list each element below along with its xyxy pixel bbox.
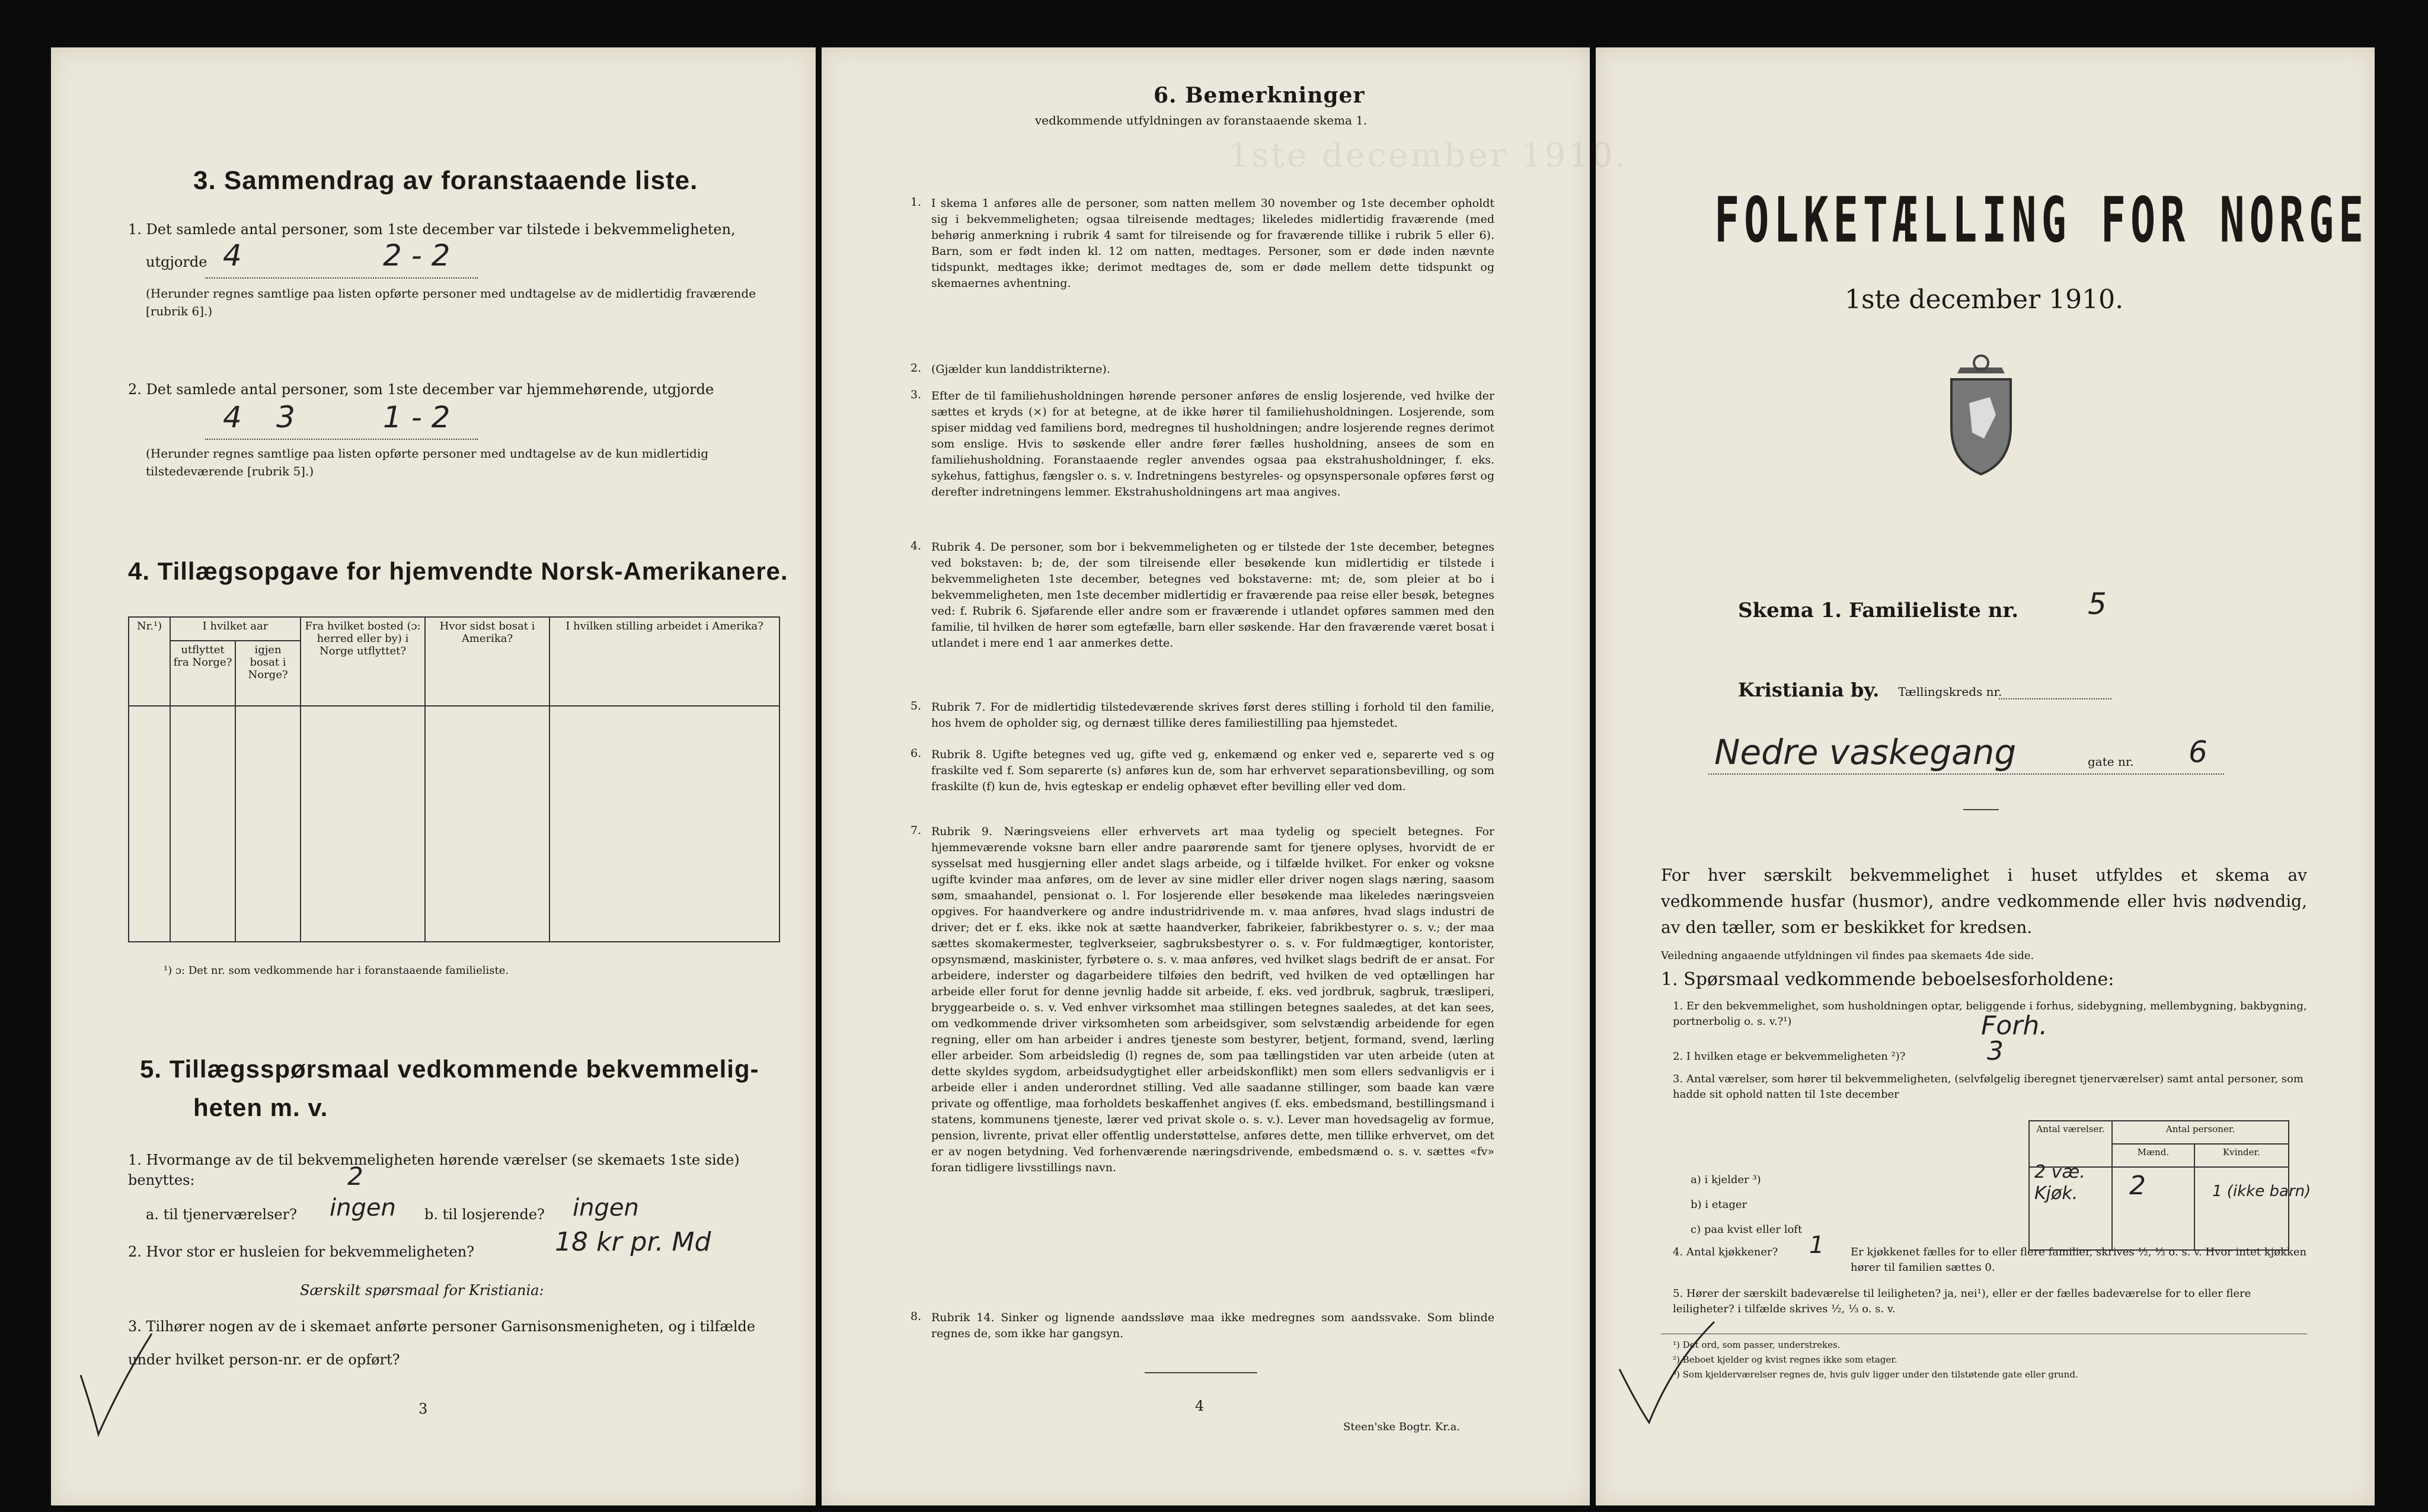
q2-text: 2. Det samlede antal personer, som 1ste december var hjemmehørende, utgjorde (128, 381, 714, 398)
row-b-vaerelser[interactable]: 2 væ. Kjøk. (2034, 1162, 2085, 1204)
r5-text: 5. Hører der særskilt badeværelse til leiligheten? ja, nei¹), eller er der fælles badeværelse for to eller flere leiligheter? i tilfælde skrives ½, ⅓ o. s. v. (1673, 1287, 2251, 1315)
s5-q1-value[interactable]: 2 (347, 1162, 363, 1191)
remark-item-3: Efter de til familiehusholdningen hørende personer anføres de enslig losjerende, ved hvilke der sættes et kryds (×) for at betegne, at de ikke hører til familiehusholdningen. Losjerende, som spiser middag ved familiens bord, medregnes til husholdningen; andre losjerende regnes derimot som enslige. Hvis to søskende eller andre fører fælles husholdning, ansees de som en familiehusholdning. Foranstaaende regler anvendes ogsaa paa ekstrahusholdninger, f. eks. sykehus, fattighus, fængsler o. s. v. Indretningens bestyreles- og opsynspersonale opføres først og derefter indretningens lemmer. Ekstrahusholdningens art maa angives. (931, 389, 1494, 498)
page-left (51, 47, 816, 1505)
krets-dotline[interactable] (1999, 698, 2111, 699)
s5-q1: 1. Hvormange av de til bekvemmeligheten hørende værelser (se skemaets 1ste side) benyttes: (128, 1152, 740, 1188)
remarks-subtitle: vedkommende utfyldningen av foranstaaende skema 1. (1035, 113, 1368, 127)
row-b-maend[interactable]: 2 (2129, 1171, 2146, 1201)
item-num: 2. (910, 362, 922, 375)
section-1-title: 1. Spørsmaal vedkommende beboelsesforholdene: (1661, 969, 2114, 990)
remark-item-2: (Gjælder kun landdistrikterne). (931, 363, 1110, 376)
s5-q1b: b. til losjerende? (424, 1206, 545, 1223)
q1-value-a[interactable]: 4 (223, 238, 242, 273)
s5-q1a-value[interactable]: ingen (330, 1194, 396, 1222)
table-footnote: ¹) ɔ: Det nr. som vedkommende har i foranstaaende familieliste. (164, 964, 509, 977)
col-igjen: igjen bosat i Norge? (235, 641, 301, 706)
col-personer: Antal personer. (2112, 1121, 2289, 1144)
s5-special: Særskilt spørsmaal for Kristiania: (300, 1282, 544, 1299)
printer-mark: Steen'ske Bogtr. Kr.a. (1343, 1421, 1461, 1433)
q2-value-a[interactable]: 4 (223, 400, 242, 434)
page-middle (822, 47, 1590, 1505)
section-5-title-2: heten m. v. (193, 1094, 328, 1121)
section-3-title: 3. Sammendrag av foranstaaende liste. (193, 166, 698, 195)
section-4-title: 4. Tillægsopgave for hjemvendte Norsk-Amerikanere. (128, 557, 788, 585)
col-kvinder: Kvinder. (2194, 1144, 2289, 1167)
q2-value-b[interactable]: 3 (276, 400, 295, 434)
intro-small: Veiledning angaaende utfyldningen vil findes paa skemaets 4de side. (1661, 950, 2034, 962)
kristiania-label: Kristiania by. (1738, 679, 1880, 701)
item-num: 8. (910, 1310, 922, 1323)
norwegian-coat-of-arms-icon (1940, 350, 2023, 480)
table-cell[interactable] (550, 706, 779, 942)
remark-item-8: Rubrik 14. Sinker og lignende aandssløve maa ikke medregnes som aandssvake. Som blinde regnes de, som ikke har gangsyn. (931, 1311, 1494, 1340)
col-stilling: I hvilken stilling arbeidet i Amerika? (550, 617, 779, 706)
r2-text: 2. I hvilken etage er bekvemmeligheten ²)? (1673, 1050, 1906, 1063)
row-b-kvinder[interactable]: 1 (ikke barn) (2212, 1182, 2311, 1200)
col-nr: Nr.¹) (129, 617, 170, 706)
remark-item-5: Rubrik 7. For de midlertidig tilstedeværende skrives først deres stilling i forhold til den familie, hos hvem de opholder sig, og dernæst tillike deres familiestilling paa hjemstedet. (931, 701, 1494, 730)
main-title: FOLKETÆLLING FOR NORGE (1714, 184, 2369, 257)
divider (1145, 1372, 1257, 1373)
col-group: I hvilket aar (170, 617, 301, 641)
remark-item-7: Rubrik 9. Næringsveiens eller erhvervets art maa tydelig og specielt betegnes. For hjemmeværende voksne barn eller andre paarørende samt for tjenere oplyses, hvorvidt de er sysselsat med husgjerning eller andet slags arbeide, og i tilfælde hvilket. For enker og voksne ugifte kvinder maa anføres, om de lever av sine midler eller driver nogen slags næring, saasom søm, smaahandel, pensionat o. l. For losjerende eller besøkende maa likeledes næringsveien opgives. For haandverkere og andre industridrivende m. v. maa anføres, hvad slags industri de driver; det er f. eks. ikke nok at sætte haandverker, fabrikeier, fabrikbestyrer o. s. v.; der maa sættes skomakermester, teglverkseier, sagbruksbestyrer o. s. v. For fuldmægtiger, kontorister, opsynsmænd, maskinister, fyrbøtere o. s. v. maa anføres, ved hvilket slags bedrift de er ansat. For arbeidere, inderster og dagarbeidere tilføies den bedrift, ved hvilken de ved optællingen har arbeide eller forut for denne jevnlig hadde sit arbeide, f. eks. ved jordbruk, sagbruk, træsliperi, bryggearbeide o. s. v. Ved enhver virksomhet maa stillingen betegnes saaledes, at det kan sees, om vedkommende driver virksomheten som arbeidsgiver, som selvstændig arbeidende for egen regning, eller om han arbeider i andres tjeneste som bestyrer, betjent, formand, svend, lærling eller arbeider. Som arbeidsledig (l) regnes de, som paa tællingstiden var uten arbeide (uten at dette skyldes sygdom, arbeidsudygtighet eller arbeidskonflikt) men som ellers sedvanligvis er i arbeide eller i anden underordnet stilling. Ved alle saadanne stillinger, som baade kan være private og offentlige, maa forholdets beskaffenhet angives (f. eks. embedsmand, bestillingsmand i statens, kommunens tjeneste, lærer ved privat skole o. s. v.). Lever man hovedsagelig av formue, pension, livrente, privat eller offentlig understøttelse, anføres dette, men tillike erhvervet, om det er av nogen betydning. Ved forhenværende næringsdrivende, embedsmænd o. s. v. sættes «fv» foran tidligere livsstillings navn. (931, 825, 1494, 1174)
s5-q3: 3. Tilhører nogen av de i skemaet anførte personer Garnisonsmenigheten, og i tilfælde under hvilket person-nr. er de opført? (128, 1318, 756, 1368)
gate-value[interactable]: 6 (2189, 735, 2207, 769)
s5-q1b-value[interactable]: ingen (573, 1194, 639, 1222)
remarks-title: 6. Bemerkninger (1154, 83, 1365, 108)
pen-checkmark (75, 1328, 158, 1440)
remark-item-6: Rubrik 8. Ugifte betegnes ved ug, gifte ved g, enkemænd og enker ved e, separerte ved s og fraskilte ved f. Som separerte (s) anføres kun de, som har erhvervet separationsbevilling, og som fraskilte (f) kun de, hvis egteskap er endelig ophævet efter bevilling eller ved dom. (931, 748, 1494, 793)
r1-text: 1. Er den bekvemmelighet, som husholdningen optar, beliggende i forhus, sidebygning, mellembygning, bakbygning, portnerbolig o. s. v.?¹) (1673, 1000, 2307, 1028)
s5-q1a: a. til tjenerværelser? (146, 1206, 297, 1223)
remark-item-1: I skema 1 anføres alle de personer, som natten mellem 30 november og 1ste december opholdt sig i bekvemmeligheten; ogsaa tilreisende medtages; likeledes midlertidig fraværende (med behørig anmerkning i rubrik 4 samt for tilreisende og for fraværende tillike i rubrik 5 eller 6). Barn, som er født inden kl. 12 om natten, medtages. Personer, som er døde inden nævnte tidspunkt, medtages ikke; derimot medtages de, som er døde mellem dette tidspunkt og skemaernes avhentning. (931, 197, 1494, 290)
census-date: 1ste december 1910. (1845, 285, 2124, 315)
r1-value[interactable]: Forh. (1981, 1011, 2048, 1041)
q2-dotline (205, 439, 478, 440)
pen-checkmark (1614, 1316, 1720, 1428)
page-number-3: 3 (418, 1401, 428, 1417)
q1-utgjorde: utgjorde (146, 254, 207, 270)
table-cell[interactable] (129, 706, 170, 942)
skema-value[interactable]: 5 (2088, 587, 2107, 621)
q1-dotline (205, 277, 478, 279)
skema-label: Skema 1. Familieliste nr. (1738, 599, 2019, 622)
krets-label: Tællingskreds nr. (1898, 685, 2002, 699)
footnote-1: ¹) Det ord, som passer, understrekes. (1673, 1340, 1841, 1350)
table-cell[interactable] (425, 706, 550, 942)
table-cell[interactable] (235, 706, 301, 942)
footnote-3: ³) Som kjelderværelser regnes de, hvis gulv ligger under den tilstøtende gate eller grund. (1673, 1369, 2078, 1380)
q1-value-b[interactable]: 2 - 2 (383, 238, 451, 273)
item-num: 7. (910, 824, 922, 837)
item-num: 4. (910, 539, 922, 552)
r3-text: 3. Antal værelser, som hører til bekvemmeligheten, (selvfølgelig iberegnet tjenerværelser) samt antal personer, som hadde sit ophold natten til 1ste december (1673, 1073, 2304, 1101)
item-num: 3. (910, 388, 922, 401)
q1-text: 1. Det samlede antal personer, som 1ste december var tilstede i bekvemmeligheten, (128, 221, 736, 238)
table-cell[interactable] (2194, 1167, 2289, 1250)
row-b: b) i etager (1691, 1198, 1747, 1211)
s5-q2: 2. Hvor stor er husleien for bekvemmeligheten? (128, 1244, 475, 1260)
q2-value-c[interactable]: 1 - 2 (383, 400, 451, 434)
intro-text: For hver særskilt bekvemmelighet i huset utfyldes et skema av vedkommende husfar (husmor), andre vedkommende eller hvis nødvendig, av den tæller, som er beskikket for kredsen. (1661, 865, 2307, 937)
street-dotline (1708, 773, 2224, 775)
item-num: 5. (910, 699, 922, 712)
col-fra: Fra hvilket bosted (ɔ: herred eller by) i Norge utflyttet? (301, 617, 425, 706)
footnote-2: ²) Beboet kjelder og kvist regnes ikke som etager. (1673, 1354, 1897, 1365)
r4-value[interactable]: 1 (1809, 1232, 1825, 1259)
norsk-amerikaner-table (128, 616, 780, 942)
table-cell[interactable] (2112, 1167, 2194, 1250)
q1-note: (Herunder regnes samtlige paa listen opførte personer med undtagelse av de midlertidig fraværende [rubrik 6].) (146, 286, 756, 318)
col-vaerelser: Antal værelser. (2029, 1121, 2112, 1167)
row-a: a) i kjelder ³) (1691, 1174, 1761, 1186)
table-cell[interactable] (170, 706, 235, 942)
remark-item-4: Rubrik 4. De personer, som bor i bekvemmeligheten og er tilstede der 1ste december, betegnes ved bokstaven: b; de, der som tilreisende eller besøkende kun midlertidig er tilstede i bekvemmeligheten 1ste december, betegnes ved bokstaverne: mt; de, som pleier at bo i bekvemmeligheten, men 1ste december midlertidig er fraværende paa reise eller besøk, betegnes ved: f. Rubrik 6. Sjøfarende eller andre som er fraværende i utlandet opføres sammen med den familie, til hvilken de hører som egtefælle, barn eller søskende. Har den fraværende været bosat i utlandet i mere end 1 aar anmerkes dette. (931, 541, 1494, 650)
item-num: 1. (910, 196, 922, 209)
s5-q2-value[interactable]: 18 kr pr. Md (555, 1227, 711, 1257)
r2-value[interactable]: 3 (1987, 1036, 2004, 1066)
gate-label: gate nr. (2088, 755, 2134, 769)
col-sidst: Hvor sidst bosat i Amerika? (425, 617, 550, 706)
item-num: 6. (910, 747, 922, 760)
col-utflyttet: utflyttet fra Norge? (170, 641, 235, 706)
ornament-divider (1963, 809, 1999, 810)
row-c: c) paa kvist eller loft (1691, 1223, 1803, 1236)
page-number-4: 4 (1195, 1398, 1205, 1414)
col-maend: Mænd. (2112, 1144, 2194, 1167)
table-cell[interactable] (301, 706, 425, 942)
section-5-title-1: 5. Tillægsspørsmaal vedkommende bekvemmelig- (140, 1055, 759, 1083)
r4-text: 4. Antal kjøkkener? (1673, 1246, 1778, 1258)
street-value[interactable]: Nedre vaskegang (1714, 732, 2017, 772)
r4-rest: Er kjøkkenet fælles for to eller flere familier, skrives ½, ⅓ o. s. v. Hvor intet kjøkken hører til familien sættes 0. (1851, 1246, 2307, 1274)
ghost-offset-text: 1ste december 1910. (1228, 136, 1628, 175)
q2-note: (Herunder regnes samtlige paa listen opførte personer med undtagelse av de kun midlertidig tilstedeværende [rubrik 5].) (146, 446, 709, 478)
